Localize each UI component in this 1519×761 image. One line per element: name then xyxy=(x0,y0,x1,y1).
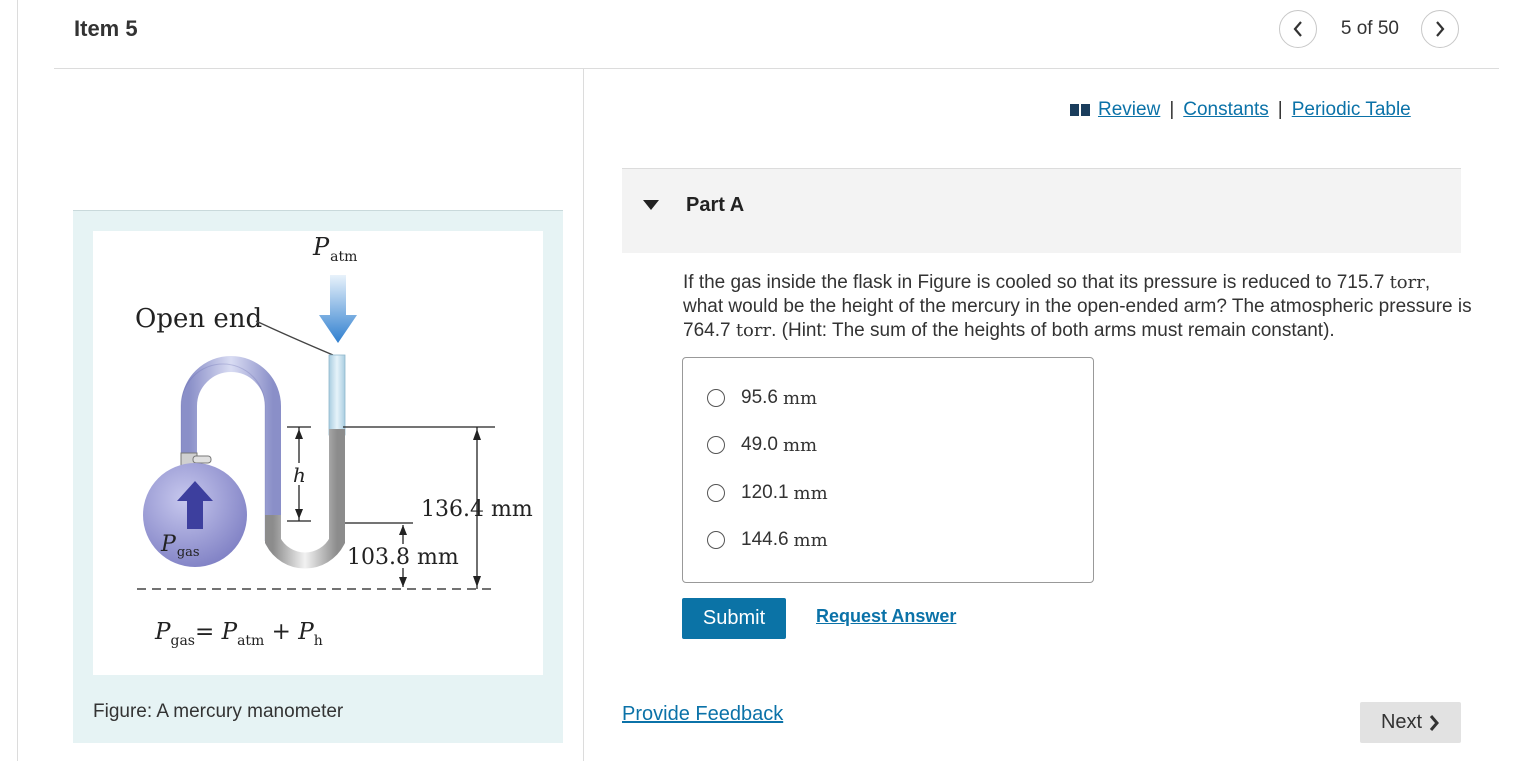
chevron-left-icon xyxy=(1292,20,1304,38)
part-title: Part A xyxy=(686,194,745,216)
h-label: h xyxy=(293,463,306,487)
answer-option[interactable] xyxy=(707,387,817,409)
answer-option[interactable] xyxy=(707,529,828,551)
option-unit: mm xyxy=(793,482,828,504)
item-title: Item 5 xyxy=(74,16,138,41)
atmospheric-pressure-arrow xyxy=(319,275,357,343)
option-unit: mm xyxy=(782,434,818,456)
link-separator: | xyxy=(1277,99,1283,120)
figure-caption: Figure: A mercury manometer xyxy=(93,701,344,722)
pager-position: 5 of 50 xyxy=(1340,18,1399,39)
previous-item-button[interactable] xyxy=(1279,10,1317,48)
book-icon xyxy=(1070,103,1090,117)
open-end-leader xyxy=(256,321,333,355)
mercury-column xyxy=(273,429,337,561)
p-gas-label: $P_{gas}$ xyxy=(161,532,200,560)
option-value: 144.6 xyxy=(741,529,789,550)
figure-panel xyxy=(73,210,563,743)
next-button[interactable] xyxy=(1360,702,1461,743)
option-value: 49.0 xyxy=(741,434,778,455)
review-link[interactable]: Review xyxy=(1098,99,1161,120)
provide-feedback-link[interactable]: Provide Feedback xyxy=(622,703,784,725)
constants-link[interactable]: Constants xyxy=(1183,99,1269,120)
radio-button[interactable] xyxy=(707,436,725,454)
link-separator: | xyxy=(1169,99,1175,120)
left-border xyxy=(17,0,18,761)
height-136-label: 136.4 mm xyxy=(421,497,533,522)
option-value: 95.6 xyxy=(741,387,778,408)
item-header xyxy=(54,0,1499,69)
option-unit: mm xyxy=(793,529,828,551)
open-arm-tube xyxy=(329,355,345,435)
option-value: 120.1 xyxy=(741,482,789,503)
answer-options xyxy=(682,357,1094,583)
chevron-right-icon xyxy=(1434,20,1446,38)
answer-option[interactable] xyxy=(707,434,817,456)
radio-button[interactable] xyxy=(707,484,725,502)
next-item-button[interactable] xyxy=(1421,10,1459,48)
caret-down-icon[interactable] xyxy=(643,200,659,210)
open-end-label: Open end xyxy=(135,304,263,334)
next-label: Next xyxy=(1380,711,1423,733)
height-103-label: 103.8 mm xyxy=(347,545,459,570)
resource-links xyxy=(1070,99,1411,121)
chevron-right-icon xyxy=(1428,714,1440,732)
manometer-figure xyxy=(93,231,543,675)
part-a-header[interactable] xyxy=(622,168,1461,253)
option-unit: mm xyxy=(782,387,818,409)
pager xyxy=(1279,10,1459,48)
column-divider xyxy=(583,69,584,761)
request-answer-link[interactable]: Request Answer xyxy=(816,606,957,626)
periodic-table-link[interactable]: Periodic Table xyxy=(1291,99,1411,120)
radio-button[interactable] xyxy=(707,389,725,407)
p-atm-label: $P_{atm}$ xyxy=(313,233,358,265)
question-text: If the gas inside the flask in Figure is cooled so that its pressure is reduced to 715.7 torr, what would be the height of the mercury in the open-ended arm? The atmospheric pressure is 764.7 torr. (Hint: The sum of the heights of both arms must remain constant). xyxy=(683,272,1472,341)
manometer-diagram xyxy=(93,231,543,675)
radio-button[interactable] xyxy=(707,531,725,549)
submit-button[interactable]: Submit xyxy=(682,598,786,639)
pressure-equation: $P_{gas}= P_{atm} + P_h$ xyxy=(155,619,323,649)
answer-option[interactable] xyxy=(707,482,828,504)
